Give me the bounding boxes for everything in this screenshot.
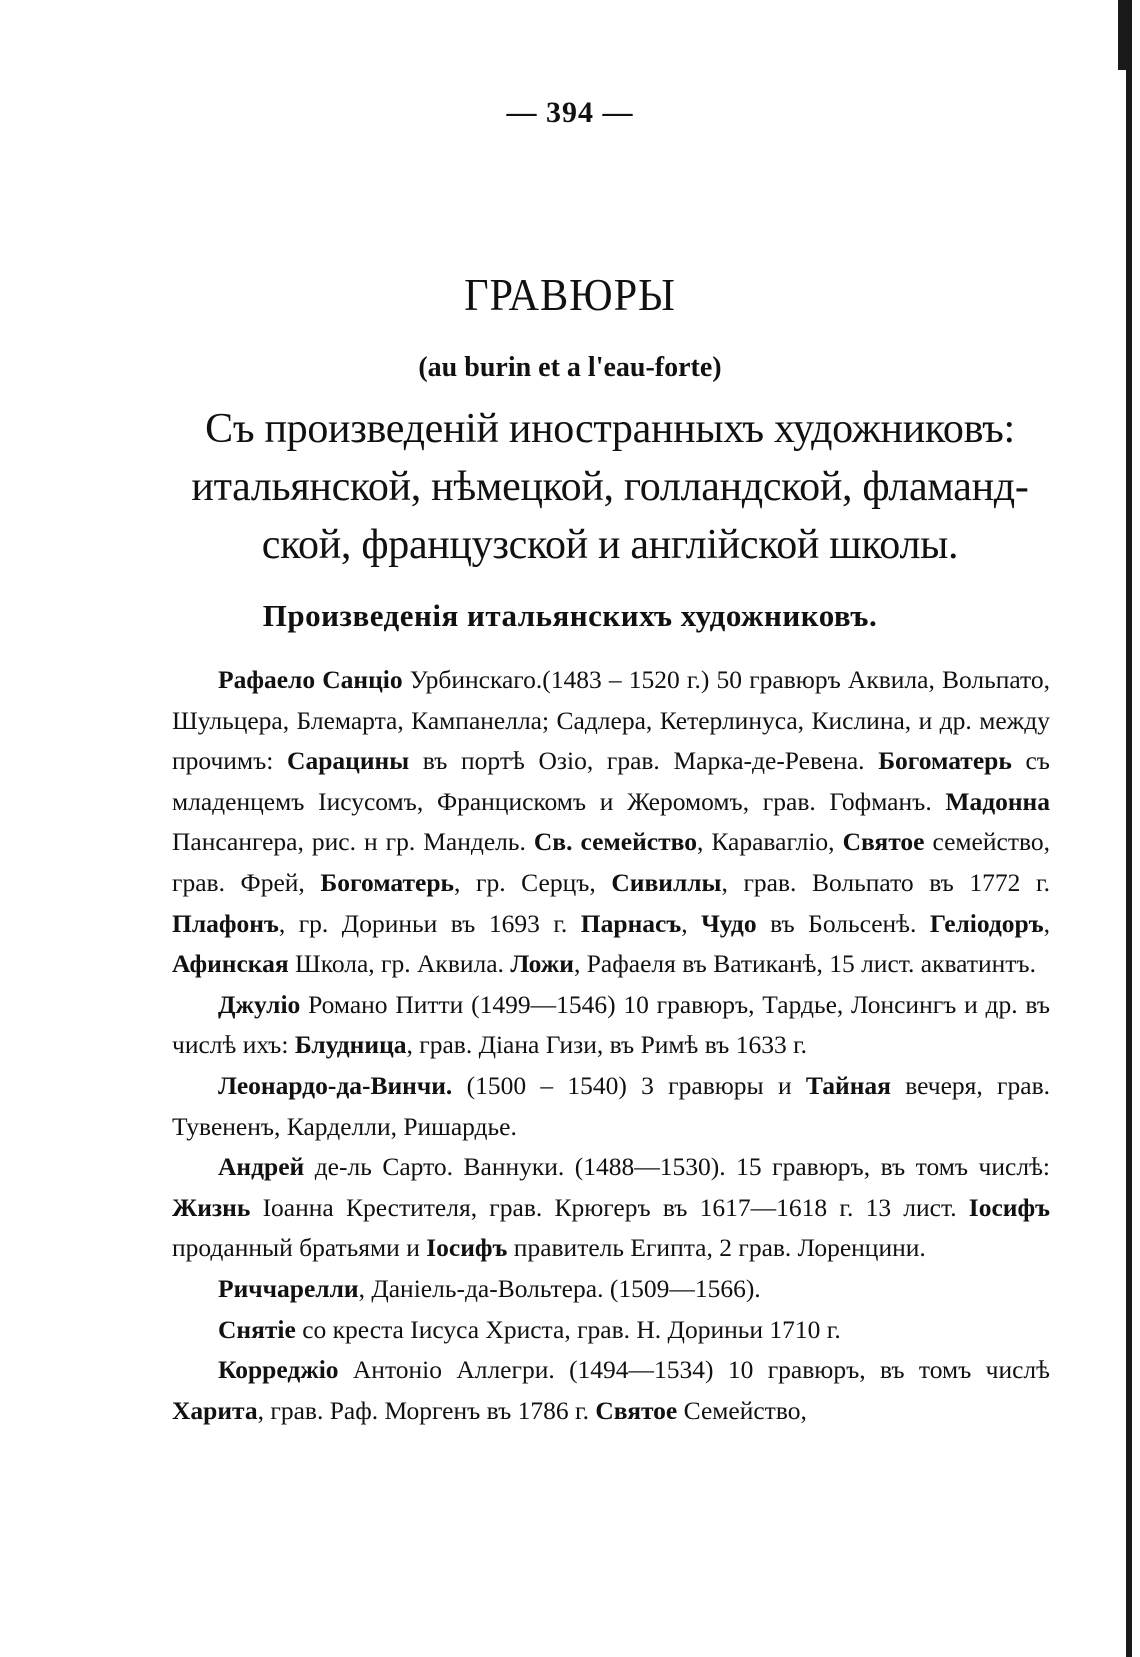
text-run: Антоніо Аллегри. (1494—1534) 10 гравюръ, въ томъ числѣ	[338, 1355, 1050, 1385]
subsection-title: Произведенія итальянскихъ художниковъ.	[262, 598, 878, 633]
page-edge-tab	[1118, 0, 1132, 70]
heading-line: Съ произведеній иностранныхъ художниковъ:	[205, 406, 1015, 452]
page-number: — 394 —	[506, 96, 634, 129]
text-run: Урбинскаго.(1483 – 1520 г.) 50 гравюръ Аквила, Вольпато, Шульцера, Блемарта, Кампанелла; Садлера, Кетерлинуса, Кислина, и др. между прочимъ:	[172, 665, 1050, 776]
text-run: въ портѣ Озіо, грав. Марка-де-Ревена.	[409, 746, 879, 776]
text-run: , грав. Діана Гизи, въ Римѣ въ 1633 г.	[406, 1030, 808, 1060]
bold-term: Джуліо	[218, 989, 301, 1019]
text-run: со креста Іисуса Христа, грав. Н. Дориньи 1710 г.	[295, 1314, 841, 1344]
text-run: семейство, грав. Фрей,	[172, 827, 1050, 897]
bold-term: Геліодоръ	[929, 908, 1044, 938]
paragraph-andrea	[172, 1147, 1050, 1269]
paragraph-correggio	[172, 1350, 1050, 1431]
bold-term: Корреджіо	[218, 1355, 339, 1385]
text-run: де-ль Сарто. Ваннуки. (1488—1530). 15 гравюръ, въ томъ числѣ:	[304, 1152, 1050, 1182]
section-heading	[170, 400, 1050, 574]
page-edge-border	[1126, 0, 1132, 1657]
bold-term: Святое	[595, 1395, 678, 1425]
bold-term: Плафонъ	[172, 908, 279, 938]
text-run: проданный братьями и	[172, 1233, 427, 1263]
page-title: ГРАВЮРЫ	[464, 269, 676, 320]
bold-term: Снятіе	[218, 1314, 296, 1344]
text-run: Романо Питти (1499—1546) 10 гравюръ, Тардье, Лонсингъ и др. въ числѣ ихъ:	[172, 989, 1050, 1060]
text-run: ,	[681, 908, 702, 938]
paragraph-deposition	[172, 1310, 1050, 1351]
heading-line: ской, французской и англійской школы.	[261, 522, 959, 568]
text-run: правитель Египта, 2 грав. Лоренцини.	[507, 1233, 926, 1263]
paragraph-giulio	[172, 985, 1050, 1066]
bold-term: Богоматерь	[320, 867, 455, 897]
bold-term: Сивиллы	[611, 867, 722, 897]
text-run: , гр. Дориньи въ 1693 г.	[278, 908, 581, 938]
bold-term: Леонардо-да-Винчи.	[218, 1070, 453, 1100]
bold-term: Андрей	[218, 1152, 305, 1182]
bold-term: Харита	[172, 1395, 258, 1425]
bold-term: Риччарелли	[218, 1273, 359, 1303]
text-run: , грав. Раф. Моргенъ въ 1786 г.	[257, 1395, 596, 1425]
bold-term: Блудница	[294, 1030, 407, 1060]
text-run: въ Больсенѣ.	[756, 908, 930, 938]
bold-term: Сарацины	[287, 746, 410, 776]
text-run: Школа, гр. Аквила.	[288, 949, 511, 979]
text-run: (1500 – 1540) 3 гравюры и	[452, 1070, 806, 1100]
bold-term: Іосифъ	[426, 1233, 508, 1263]
bold-term: Рафаело Санціо	[218, 665, 403, 694]
text-run: , Каравагліо,	[696, 827, 843, 857]
body-text	[172, 660, 1050, 1431]
bold-term: Іосифъ	[968, 1192, 1050, 1222]
text-run: , грав. Вольпато въ 1772 г.	[721, 867, 1050, 897]
text-run: Семейство,	[677, 1395, 807, 1425]
text-run: съ младенцемъ Іисусомъ, Францискомъ и Жеромомъ, грав. Гофманъ.	[172, 746, 1050, 816]
page-subtitle: (au burin et a l'eau-forte)	[418, 352, 722, 383]
text-run: вечеря, грав. Тувененъ, Карделли, Ришардье.	[172, 1070, 1050, 1141]
text-run: ,	[1043, 908, 1050, 938]
text-run: , Даніель-да-Вольтера. (1509—1566).	[358, 1273, 761, 1303]
bold-term: Тайная	[805, 1070, 891, 1100]
text-run: , Рафаеля въ Ватиканѣ, 15 лист. акватинтъ.	[573, 949, 1036, 979]
paragraph-ricciarelli	[172, 1269, 1050, 1310]
bold-term: Парнасъ	[580, 908, 682, 938]
paragraph-raphael	[172, 660, 1050, 985]
bold-term: Мадонна	[945, 786, 1050, 816]
bold-term: Чудо	[701, 908, 757, 938]
bold-term: Ложи	[510, 949, 574, 979]
paragraph-leonardo	[172, 1066, 1050, 1147]
text-run: Пансангера, рис. н гр. Мандель.	[172, 827, 534, 857]
bold-term: Святое	[842, 827, 925, 857]
bold-term: Св. семейство	[533, 827, 697, 857]
heading-line: итальянской, нѣмецкой, голландской, фламанд-	[191, 464, 1029, 510]
bold-term: Жизнь	[172, 1192, 251, 1222]
bold-term: Богоматерь	[878, 746, 1012, 776]
text-run: Іоанна Крестителя, грав. Крюгеръ въ 1617—1618 г. 13 лист.	[250, 1192, 969, 1222]
bold-term: Афинская	[172, 949, 289, 979]
text-run: , гр. Серцъ,	[454, 867, 612, 897]
